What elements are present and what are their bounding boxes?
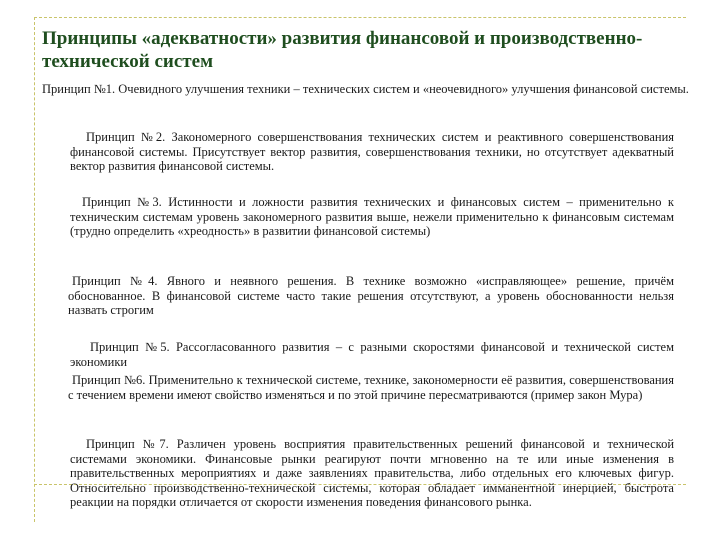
principle-4 — [68, 274, 674, 318]
principle-1-text: Очевидного улучшения техники – технических систем и «неочевидного» улучшения финансовой системы. — [118, 82, 689, 96]
principle-4-label: Принцип №4. — [72, 274, 158, 288]
principle-6-label: Принцип №6. — [72, 373, 146, 387]
principle-5-text: Рассогласованного развития – с разными скоростями финансовой и технической систем экономики — [70, 340, 675, 369]
principle-6 — [68, 373, 674, 402]
principle-7-text: Различен уровень восприятия правительственных решений финансовой и технической системами экономики. Финансовые рынки реагируют почти мгновенно на те или иные изменения в правительственных мероприятиях и даже заявлениях правительства, либо отдельных его ключевых фигур. Относительно производственно-технической системы, которая обладает имманентной инерцией, быстрота реакции на порядки отличается от скорости изменения поведения финансового рынка. — [70, 437, 675, 510]
principle-2 — [70, 130, 674, 174]
principle-2-label: Принцип №2. — [86, 130, 166, 144]
principle-5 — [70, 340, 674, 369]
principle-1-label: Принцип №1. — [42, 82, 116, 96]
principle-2-text: Закономерного совершенствования технических систем и реактивного совершенствования финансовой системы. Присутствует вектор развития, совершенствования техники, но отсутствует адекватный вектор развития финансовой системы. — [70, 130, 675, 174]
principle-4-text: Явного и неявного решения. В технике возможно «исправляющее» решение, причём обоснованное. В финансовой системе часто такие решения отсутствуют, а уровень обоснованности нельзя назвать строгим — [68, 274, 675, 318]
principle-3 — [70, 195, 674, 239]
principle-1 — [42, 82, 694, 97]
principle-6-text: Применительно к технической системе, технике, закономерности её развития, совершенствования с течением времени имеют свойство изменяться и по этой причине пересматриваются (пример закон Мура) — [68, 373, 674, 402]
principle-7-label: Принцип №7. — [86, 437, 169, 451]
left-divider — [34, 17, 35, 522]
principle-7 — [70, 437, 674, 510]
principle-5-label: Принцип №5. — [90, 340, 170, 354]
slide-title: Принципы «адекватности» развития финансовой и производственно-технической систем — [42, 28, 643, 72]
principle-3-label: Принцип №3. — [82, 195, 162, 209]
principle-3-text: Истинности и ложности развития технических и финансовых систем – применительно к техническим системам уровень закономерного развития выше, нежели применительно к финансовым системам (трудно определить «хреодность» в развитии финансовой системы) — [70, 195, 675, 239]
top-divider — [34, 17, 686, 18]
